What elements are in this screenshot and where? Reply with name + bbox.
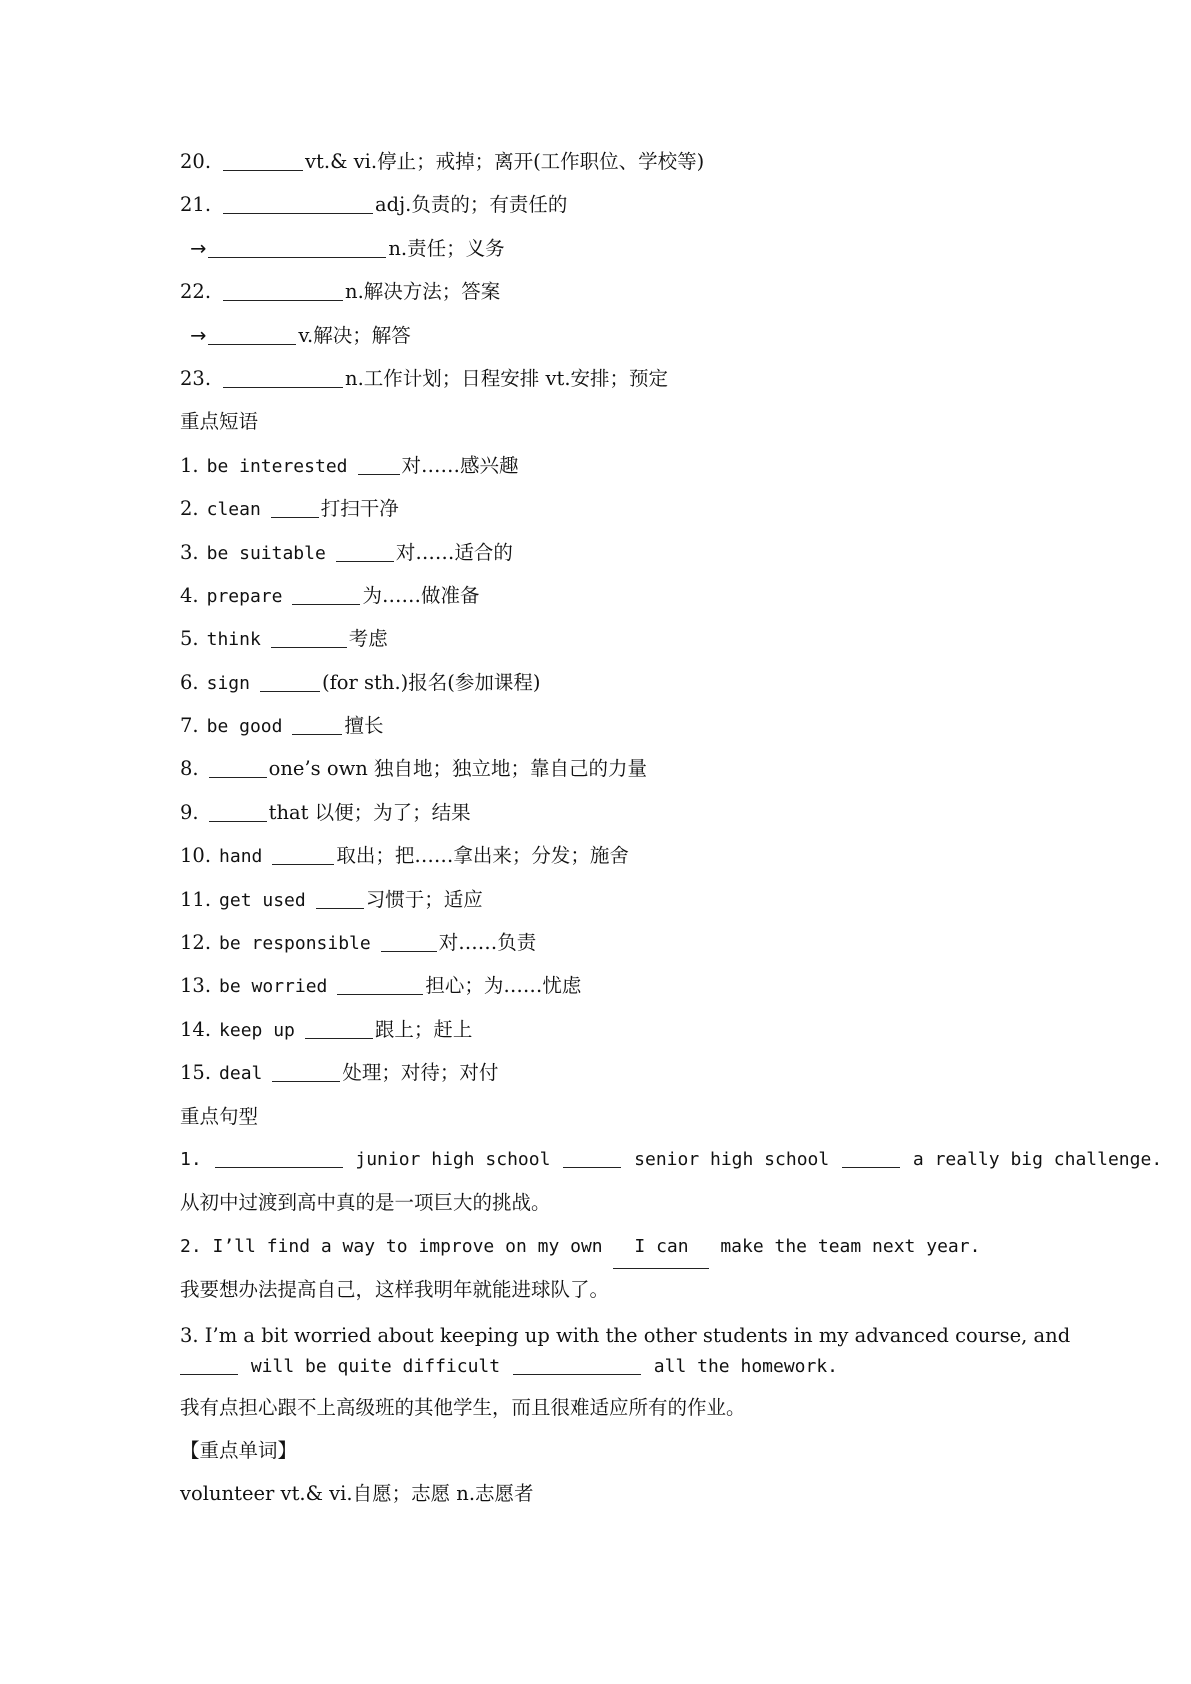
sentences-heading: 重点句型: [180, 1104, 259, 1128]
sentence-text: senior high school: [634, 1148, 830, 1170]
key-words-heading: 【重点单词】: [180, 1438, 298, 1462]
answer-blank[interactable]: [513, 1352, 641, 1375]
word-meaning: v.解决；解答: [298, 323, 411, 347]
filled-answer: I can: [613, 1225, 709, 1269]
item-number: 6.: [180, 670, 199, 694]
item-number: 11.: [180, 887, 212, 911]
item-number: 5.: [180, 627, 199, 651]
phrase-meaning: 对……适合的: [395, 540, 513, 564]
phrase-text: hand: [219, 846, 263, 868]
item-number: 15.: [180, 1061, 212, 1085]
phrase-meaning: (for sth.)报名(参加课程): [321, 670, 541, 694]
answer-blank[interactable]: [563, 1145, 621, 1168]
word-item: [180, 140, 1160, 183]
item-number: 20.: [180, 150, 212, 173]
word-meaning: n.解决方法；答案: [345, 280, 501, 304]
answer-blank[interactable]: [272, 1059, 340, 1082]
sentence-3-translation: 我有点担心跟不上高级班的其他学生，而且很难适应所有的作业。: [180, 1395, 746, 1419]
answer-blank[interactable]: [271, 625, 347, 648]
sentence-text: junior high school: [355, 1148, 551, 1170]
phrase-meaning: 习惯于；适应: [365, 887, 483, 911]
answer-blank[interactable]: [208, 235, 386, 258]
word-item: [180, 314, 1160, 357]
answer-blank[interactable]: [316, 886, 364, 909]
answer-blank[interactable]: [209, 799, 267, 822]
phrase-meaning: 跟上；赶上: [374, 1017, 473, 1041]
arrow-icon: →: [190, 236, 207, 260]
answer-blank[interactable]: [208, 322, 296, 345]
phrase-meaning: 为……做准备: [362, 583, 480, 607]
answer-blank[interactable]: [292, 582, 360, 605]
answer-blank[interactable]: [223, 278, 343, 301]
phrase-meaning: 考虑: [348, 627, 388, 651]
answer-blank[interactable]: [337, 972, 423, 995]
phrase-meaning: 担心；为……忧虑: [425, 974, 582, 998]
answer-blank[interactable]: [271, 495, 319, 518]
phrase-item: [180, 661, 1160, 704]
phrase-text: be suitable: [206, 542, 326, 564]
phrase-item: [180, 878, 1160, 921]
phrase-text: be responsible: [219, 933, 371, 955]
sentence-number: 1.: [180, 1148, 202, 1170]
phrase-text: get used: [219, 889, 306, 911]
word-meaning: n.责任；义务: [388, 236, 505, 260]
item-number: 23.: [180, 366, 212, 390]
worksheet-page: [180, 140, 1163, 1516]
sentence-text: all the homework.: [653, 1355, 839, 1377]
phrase-text: sign: [206, 672, 250, 694]
sentence-3-line-2: [180, 1351, 1160, 1382]
answer-blank[interactable]: [292, 712, 342, 735]
phrase-meaning: 对……感兴趣: [401, 453, 519, 477]
phrase-item: [180, 1051, 1160, 1094]
answer-blank[interactable]: [223, 148, 303, 171]
item-number: 9.: [180, 800, 199, 824]
phrase-text: be interested: [206, 455, 348, 477]
phrases-heading: 重点短语: [180, 410, 259, 434]
phrase-text: keep up: [219, 1019, 295, 1041]
sentence-text: a really big challenge.: [912, 1148, 1163, 1170]
sentence-1-translation: 从初中过渡到高中真的是一项巨大的挑战。: [180, 1191, 551, 1215]
phrase-meaning: one’s own 独自地；独立地；靠自己的力量: [268, 757, 648, 781]
sentence-text: 2. I’ll find a way to improve on my own: [180, 1235, 603, 1257]
word-item: [180, 227, 1160, 270]
item-number: 10.: [180, 844, 212, 868]
word-item: [180, 183, 1160, 226]
phrase-item: [180, 1008, 1160, 1051]
phrase-text: prepare: [206, 585, 283, 607]
phrase-item: [180, 747, 1160, 790]
item-number: 21.: [180, 193, 212, 217]
answer-blank[interactable]: [209, 755, 267, 778]
phrase-meaning: 对……负责: [438, 931, 537, 955]
phrase-item: [180, 834, 1160, 877]
word-list: [180, 140, 1160, 400]
phrase-meaning: 打扫干净: [320, 497, 399, 521]
sentence-text: will be quite difficult: [250, 1355, 501, 1377]
word-meaning: adj.负责的；有责任的: [375, 193, 568, 217]
volunteer-entry: volunteer vt.& vi.自愿；志愿 n.志愿者: [180, 1482, 534, 1506]
item-number: 2.: [180, 497, 199, 521]
item-number: 1.: [180, 453, 199, 477]
phrase-text: clean: [206, 499, 261, 521]
answer-blank[interactable]: [336, 539, 394, 562]
answer-blank[interactable]: [223, 365, 343, 388]
phrase-item: [180, 921, 1160, 964]
word-meaning: vt.& vi.停止；戒掉；离开(工作职位、学校等): [305, 150, 705, 173]
answer-blank[interactable]: [223, 191, 373, 214]
answer-blank[interactable]: [358, 452, 400, 475]
answer-blank[interactable]: [260, 669, 320, 692]
phrase-item: [180, 531, 1160, 574]
answer-blank[interactable]: [215, 1145, 343, 1168]
phrase-item: [180, 444, 1160, 487]
phrase-item: [180, 964, 1160, 1007]
word-item: [180, 357, 1160, 400]
sentence-1: [180, 1138, 1163, 1181]
phrase-item: [180, 574, 1160, 617]
word-meaning: n.工作计划；日程安排 vt.安排；预定: [345, 366, 669, 390]
phrase-list: [180, 444, 1160, 1095]
item-number: 13.: [180, 974, 212, 998]
phrase-text: think: [206, 629, 261, 651]
arrow-icon: →: [190, 323, 207, 347]
answer-blank[interactable]: [305, 1016, 373, 1039]
sentence-2: [180, 1225, 1160, 1268]
word-item: [180, 270, 1160, 313]
item-number: 7.: [180, 714, 199, 738]
item-number: 12.: [180, 931, 212, 955]
phrase-item: [180, 704, 1160, 747]
phrase-meaning: 擅长: [344, 714, 384, 738]
phrase-text: deal: [219, 1063, 263, 1085]
phrase-text: be worried: [219, 976, 328, 998]
sentence-text: make the team next year.: [720, 1235, 981, 1257]
answer-blank[interactable]: [381, 929, 437, 952]
phrase-meaning: 处理；对待；对付: [342, 1061, 499, 1085]
item-number: 22.: [180, 280, 212, 304]
phrase-meaning: 取出；把……拿出来；分发；施舍: [336, 844, 629, 868]
sentence-3-line-1: 3. I’m a bit worried about keeping up with the other students in my advanced course, and: [180, 1323, 1071, 1347]
item-number: 3.: [180, 540, 199, 564]
phrase-item: [180, 487, 1160, 530]
phrase-item: [180, 791, 1160, 834]
item-number: 4.: [180, 583, 199, 607]
item-number: 8.: [180, 757, 199, 781]
phrase-text: be good: [206, 716, 283, 738]
phrase-item: [180, 617, 1160, 660]
answer-blank[interactable]: [842, 1145, 900, 1168]
sentence-2-translation: 我要想办法提高自己，这样我明年就能进球队了。: [180, 1278, 610, 1302]
answer-blank[interactable]: [272, 842, 334, 865]
answer-blank[interactable]: [180, 1352, 238, 1375]
phrase-meaning: that 以便；为了；结果: [268, 800, 471, 824]
item-number: 14.: [180, 1017, 212, 1041]
